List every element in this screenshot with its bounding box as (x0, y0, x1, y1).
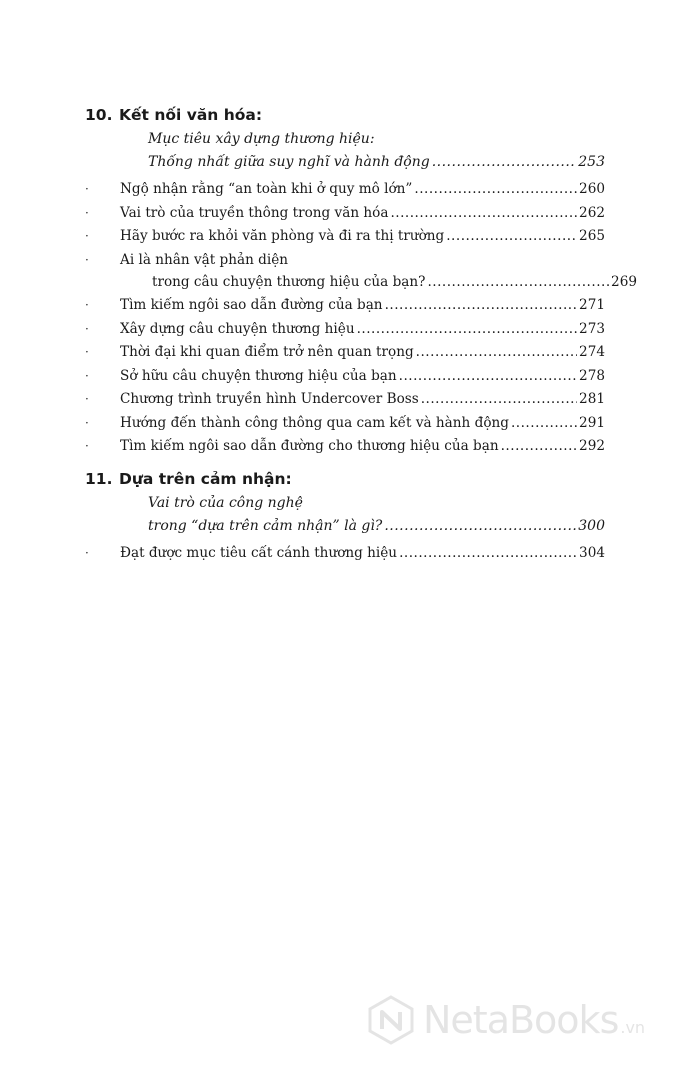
toc-item-title: Vai trò của truyền thông trong văn hóa (120, 204, 389, 221)
chapter-11-subtitle-1 (85, 492, 605, 515)
bullet-icon: · (85, 392, 89, 406)
chapter-10-number: 10. (85, 106, 113, 124)
chapter-11-subtitle-2 (85, 515, 605, 538)
toc-item-title: Chương trình truyền hình Undercover Boss (120, 391, 419, 407)
chapter-11-subtitle-2-text: trong “dựa trên cảm nhận” là gì? (148, 518, 383, 534)
toc-item-title: Hãy bước ra khỏi văn phòng và đi ra thị trường (120, 228, 445, 244)
chapter-11-subtitle-1-text: Vai trò của công nghệ (148, 495, 303, 511)
bullet-icon: · (85, 252, 89, 267)
toc-item (85, 365, 605, 387)
leader-dots (384, 515, 576, 537)
toc-item-title: Ngộ nhận rằng “an toàn khi ở quy mô lớn” (120, 181, 413, 197)
bullet-icon: · (85, 439, 89, 453)
watermark (365, 994, 645, 1046)
chapter-10-page: 253 (578, 154, 605, 170)
chapter-10-title: Kết nối văn hóa: (119, 106, 263, 124)
bullet-icon: · (85, 182, 89, 196)
toc-item-title: Thời đại khi quan điểm trở nên quan trọng (120, 344, 414, 360)
leader-dots (511, 412, 577, 434)
toc-item-page: 265 (579, 228, 605, 244)
bullet-icon: · (85, 205, 89, 220)
toc-item (85, 318, 605, 340)
toc-item-page: 291 (579, 414, 605, 431)
toc-item (85, 542, 605, 564)
toc-item-page: 273 (579, 320, 605, 337)
toc-item (85, 341, 605, 363)
chapter-10-subtitle-1-text: Mục tiêu xây dựng thương hiệu: (148, 131, 375, 147)
toc-item-title: Xây dựng câu chuyện thương hiệu (120, 320, 355, 337)
chapter-11-number: 11. (85, 470, 113, 488)
netabooks-logo-icon (365, 994, 417, 1046)
toc-item (85, 225, 605, 247)
chapter-10 (85, 104, 605, 174)
leader-dots (399, 365, 577, 387)
toc-item (85, 249, 637, 293)
chapter-11-page: 300 (578, 518, 605, 534)
chapter-10-subtitle-2-text: Thống nhất giữa suy nghĩ và hành động (148, 154, 430, 170)
toc-item-title: Sở hữu câu chuyện thương hiệu của bạn (120, 367, 397, 384)
leader-dots (357, 318, 577, 340)
toc-item (85, 435, 605, 457)
toc-item-title-line1: Ai là nhân vật phản diện (120, 251, 289, 268)
toc-item-page: 271 (579, 297, 605, 313)
leader-dots (385, 294, 577, 316)
leader-dots (414, 178, 577, 200)
leader-dots (421, 388, 577, 410)
bullet-icon: · (85, 321, 89, 336)
toc-item-title: Tìm kiếm ngôi sao dẫn đường cho thương hiệu của bạn (120, 438, 499, 454)
leader-dots (432, 151, 577, 173)
toc-item-page: 269 (611, 273, 637, 290)
chapter-11-items (85, 542, 605, 564)
leader-dots (416, 341, 577, 363)
bullet-icon: · (85, 368, 89, 383)
toc-item (85, 412, 605, 434)
bullet-icon: · (85, 546, 89, 560)
chapter-11-title: Dựa trên cảm nhận: (119, 470, 292, 488)
leader-dots (390, 202, 577, 224)
chapter-10-subtitle-1 (85, 128, 605, 151)
leader-dots (446, 225, 577, 247)
chapter-10-heading (85, 104, 605, 128)
toc-item-title: Đạt được mục tiêu cất cánh thương hiệu (120, 545, 398, 561)
leader-dots (427, 271, 609, 293)
toc-item-page: 274 (579, 344, 605, 360)
chapter-11-heading (85, 468, 605, 492)
toc-item (85, 178, 605, 200)
toc-item-page: 304 (579, 545, 605, 561)
bullet-icon: · (85, 229, 89, 243)
toc-item (85, 202, 605, 224)
toc-item-page: 292 (579, 438, 605, 454)
bullet-icon: · (85, 345, 89, 359)
leader-dots (399, 542, 577, 564)
toc-item-title-line2: trong câu chuyện thương hiệu của bạn? (152, 273, 426, 290)
toc-item (85, 388, 605, 410)
toc-item-page: 278 (579, 367, 605, 384)
toc-item-title: Hướng đến thành công thông qua cam kết và hành động (120, 414, 509, 431)
bullet-icon: · (85, 298, 89, 312)
chapter-11 (85, 468, 605, 538)
toc-item (85, 294, 605, 316)
chapter-10-subtitle-2 (85, 151, 605, 174)
watermark-brand: NetaBooks (423, 998, 619, 1042)
chapter-10-items (85, 178, 637, 457)
watermark-suffix: .vn (620, 1017, 646, 1037)
leader-dots (501, 435, 577, 457)
toc-item-page: 281 (579, 391, 605, 407)
bullet-icon: · (85, 415, 89, 430)
toc-item-page: 260 (579, 181, 605, 197)
toc-item-title: Tìm kiếm ngôi sao dẫn đường của bạn (120, 297, 383, 313)
toc-item-page: 262 (579, 204, 605, 221)
